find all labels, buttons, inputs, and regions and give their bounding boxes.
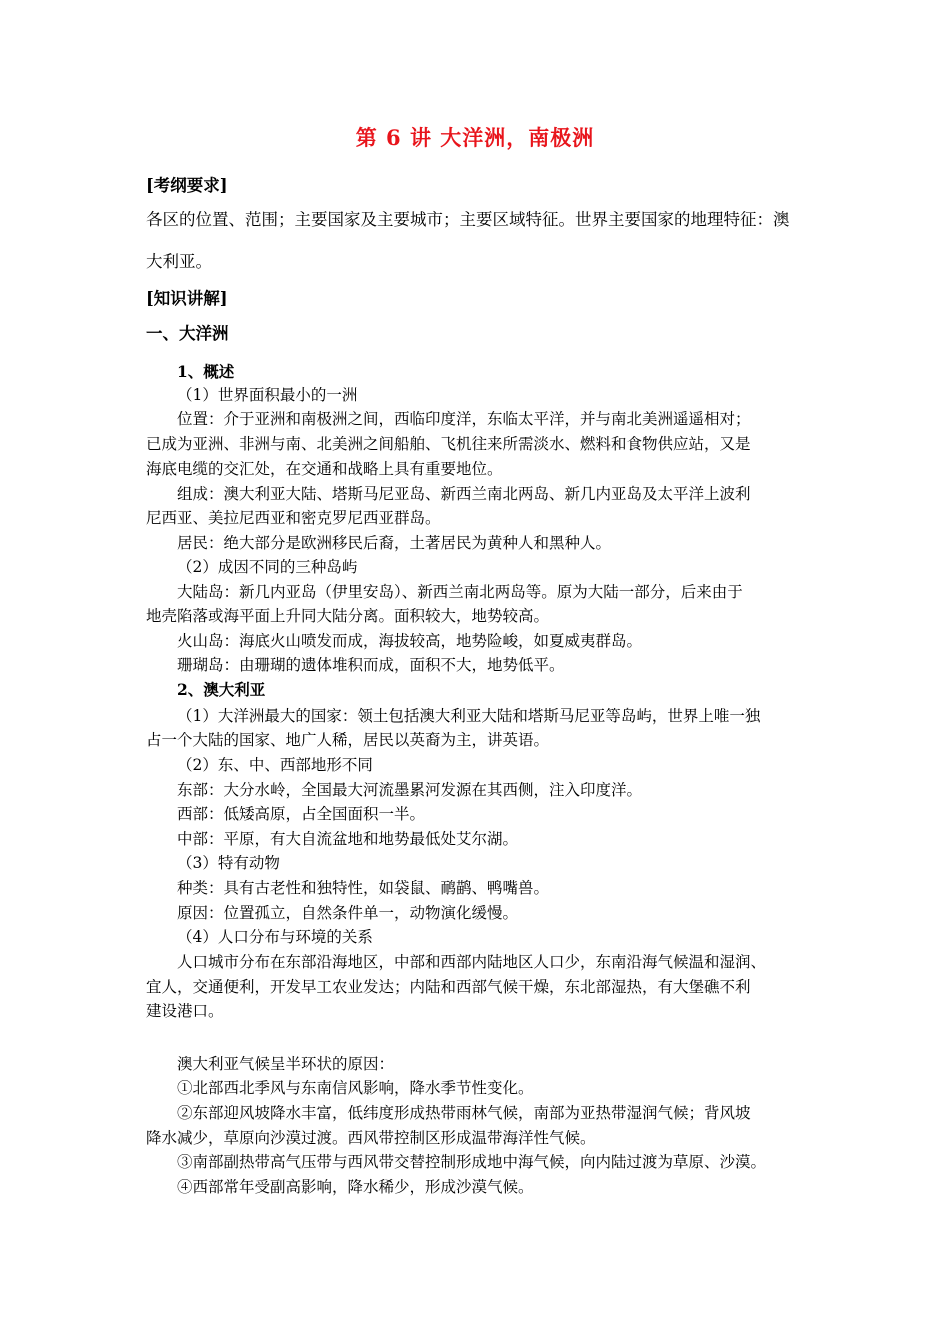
text-line: 位置：介于亚洲和南极洲之间，西临印度洋，东临太平洋，并与南北美洲遥遥相对； [177,410,751,428]
text-line: 原因：位置孤立，自然条件单一，动物演化缓慢。 [177,904,519,922]
requirements-heading: [考纲要求] [146,176,228,195]
subsection-heading: 1、概述 [177,362,235,381]
text-line: （2）成因不同的三种岛屿 [177,558,358,576]
text-line: （4）人口分布与环境的关系 [177,928,373,946]
text-line: 中部：平原，有大自流盆地和地势最低处艾尔湖。 [177,830,519,848]
requirements-line: 各区的位置、范围；主要国家及主要城市；主要区域特征。世界主要国家的地理特征：澳 [146,210,790,229]
text-line: ①北部西北季风与东南信风影响，降水季节性变化。 [177,1079,534,1097]
text-line: 地壳陷落或海平面上升同大陆分离。面积较大，地势较高。 [146,607,550,625]
text-line: 海底电缆的交汇处，在交通和战略上具有重要地位。 [146,460,503,478]
text-line: 已成为亚洲、非洲与南、北美洲之间船舶、飞机往来所需淡水、燃料和食物供应站，又是 [146,435,751,453]
text-line: ③南部副热带高气压带与西风带交替控制形成地中海气候，向内陆过渡为草原、沙漠。 [177,1153,767,1171]
text-line: （1）世界面积最小的一洲 [177,386,358,404]
section-heading: 一、大洋洲 [146,324,229,343]
page-title: 第 6 讲 大洋洲，南极洲 [355,125,595,150]
text-line: 宜人，交通便利，开发早工农业发达；内陆和西部气候干燥，东北部湿热，有大堡礁不利 [146,978,751,996]
text-line: 尼西亚、美拉尼西亚和密克罗尼西亚群岛。 [146,509,441,527]
text-line: 种类：具有古老性和独特性，如袋鼠、鸸鹋、鸭嘴兽。 [177,879,550,897]
knowledge-heading: [知识讲解] [146,289,228,308]
text-line: 东部：大分水岭，全国最大河流墨累河发源在其西侧，注入印度洋。 [177,781,643,799]
text-line: 组成：澳大利亚大陆、塔斯马尼亚岛、新西兰南北两岛、新几内亚岛及太平洋上波利 [177,485,751,503]
text-line: 降水减少，草原向沙漠过渡。西风带控制区形成温带海洋性气候。 [146,1129,596,1147]
text-line: 建设港口。 [146,1002,224,1020]
text-line: 居民：绝大部分是欧洲移民后裔，土著居民为黄种人和黑种人。 [177,534,612,552]
requirements-line: 大利亚。 [146,252,212,271]
text-line: ②东部迎风坡降水丰富，低纬度形成热带雨林气候，南部为亚热带湿润气候；背风坡 [177,1104,751,1122]
text-line: 珊瑚岛：由珊瑚的遗体堆积而成，面积不大，地势低平。 [177,656,565,674]
subsection-heading: 2、澳大利亚 [177,680,266,699]
text-line: 占一个大陆的国家、地广人稀，居民以英裔为主，讲英语。 [146,731,550,749]
text-line: 人口城市分布在东部沿海地区，中部和西部内陆地区人口少，东南沿海气候温和湿润、 [177,953,767,971]
text-line: 西部：低矮高原，占全国面积一半。 [177,805,426,823]
text-line: （2）东、中、西部地形不同 [177,756,373,774]
text-line: ④西部常年受副高影响，降水稀少，形成沙漠气候。 [177,1178,534,1196]
text-line: 大陆岛：新几内亚岛（伊里安岛）、新西兰南北两岛等。原为大陆一部分，后来由于 [177,583,743,601]
text-line: 火山岛：海底火山喷发而成，海拔较高，地势险峻，如夏威夷群岛。 [177,632,643,650]
text-line: 澳大利亚气候呈半环状的原因： [177,1055,395,1073]
text-line: （3）特有动物 [177,854,280,872]
text-line: （1）大洋洲最大的国家：领土包括澳大利亚大陆和塔斯马尼亚等岛屿，世界上唯一独 [177,707,761,725]
